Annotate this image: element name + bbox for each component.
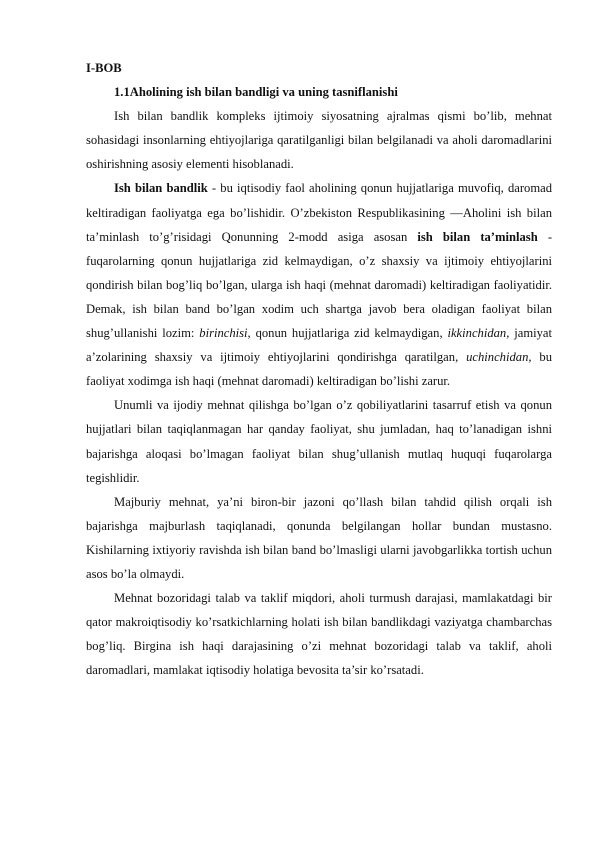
italic-birinchisi: birinchisi, — [199, 326, 251, 341]
paragraph-1: Ish bilan bandlik kompleks ijtimoiy siyosatning ajralmas qismi bo’lib, mehnat sohasidagi insonlarning ehtiyojlariga qaratilganligi bilan belgilanadi va aholi daromadlarini oshirishning asosiy elementi hisoblanadi. — [86, 109, 552, 172]
paragraph-4: Majburiy mehnat, ya’ni biron-bir jazoni qo’llash bilan tahdid qilish orqali ish bajarishga majburlash taqiqlanadi, qonunda belgilangan hollar bundan mustasno. Kishilarning ixtiyoriy ravishda ish bilan band bo’lmasligi ularni javobgarlikka tortish uchun asos bo’la olmaydi. — [86, 494, 552, 581]
document-page — [86, 56, 552, 682]
paragraph-3: Unumli va ijodiy mehnat qilishga bo’lgan o’z qobiliyatlarini tasarruf etish va qonun hujjatlari bilan taqiqlanmagan har qanday faoliyat, shu jumladan, haq to’lanadigan ishni bajarishga aloqasi bo’lmagan faoliyat bilan shug’ullanish mutlaq huquqi fuqarolarga tegishlidir. — [86, 398, 552, 485]
paragraph-2 — [86, 176, 552, 393]
paragraph-2-text-a: - bu iqtisodiy faol aholining qonun hujjatlariga muvofiq, daromad keltiradigan faoliyatga ega bo’lishidir. O’zbekiston Respublikasining ―Aholini ish bilan ta’minlash to’g’risidagi Qonunning 2-modd asiga asosan — [86, 181, 553, 244]
paragraph-2-text-d: jamiyat a’zolarining shaxsiy va ijtimoiy ehtiyojlarini qondirishga qaratilgan, — [86, 326, 553, 365]
paragraph-2-text-b: - fuqarolarning qonun hujjatlariga zid kelmaydigan, o’z shaxsiy va ijtimoiy ehtiyojlarini qondirish bilan bog’liq bo’lgan, ularga ish haqi (mehnat daromadi) keltiradigan faoliyatidir. Demak, ish bilan band bo’lgan xodim uch shartga javob bera oladigan faoliyat bilan shug’ullanishi lozim: — [86, 229, 553, 341]
paragraph-2-text-e: bu faoliyat xodimga ish haqi (mehnat daromadi) keltiradigan bo’lishi zarur. — [86, 350, 552, 389]
italic-ikkinchidan: ikkinchidan, — [447, 326, 510, 341]
term-ish-bilan-taminlash: ish bilan ta’minlash — [417, 229, 538, 244]
paragraph-5: Mehnat bozoridagi talab va taklif miqdori, aholi turmush darajasi, mamlakatdagi bir qator makroiqtisodiy ko’rsatkichlarning holati ish bilan bandlikdagi vaziyatga chambarchas bog’liq. Birgina ish haqi darajasining o’zi mehnat bozoridagi talab va taklif, aholi daromadlari, mamlakat iqtisodiy holatiga bevosita ta’sir ko’rsatadi. — [86, 591, 552, 678]
chapter-heading: I-BOB — [86, 61, 122, 75]
term-ish-bilan-bandlik: Ish bilan bandlik — [114, 181, 208, 196]
italic-uchinchidan: uchinchidan, — [466, 350, 532, 365]
section-title: 1.1Aholining ish bilan bandligi va uning tasniflanishi — [114, 85, 398, 100]
paragraph-2-text-c: qonun hujjatlariga zid kelmaydigan, — [250, 326, 448, 341]
